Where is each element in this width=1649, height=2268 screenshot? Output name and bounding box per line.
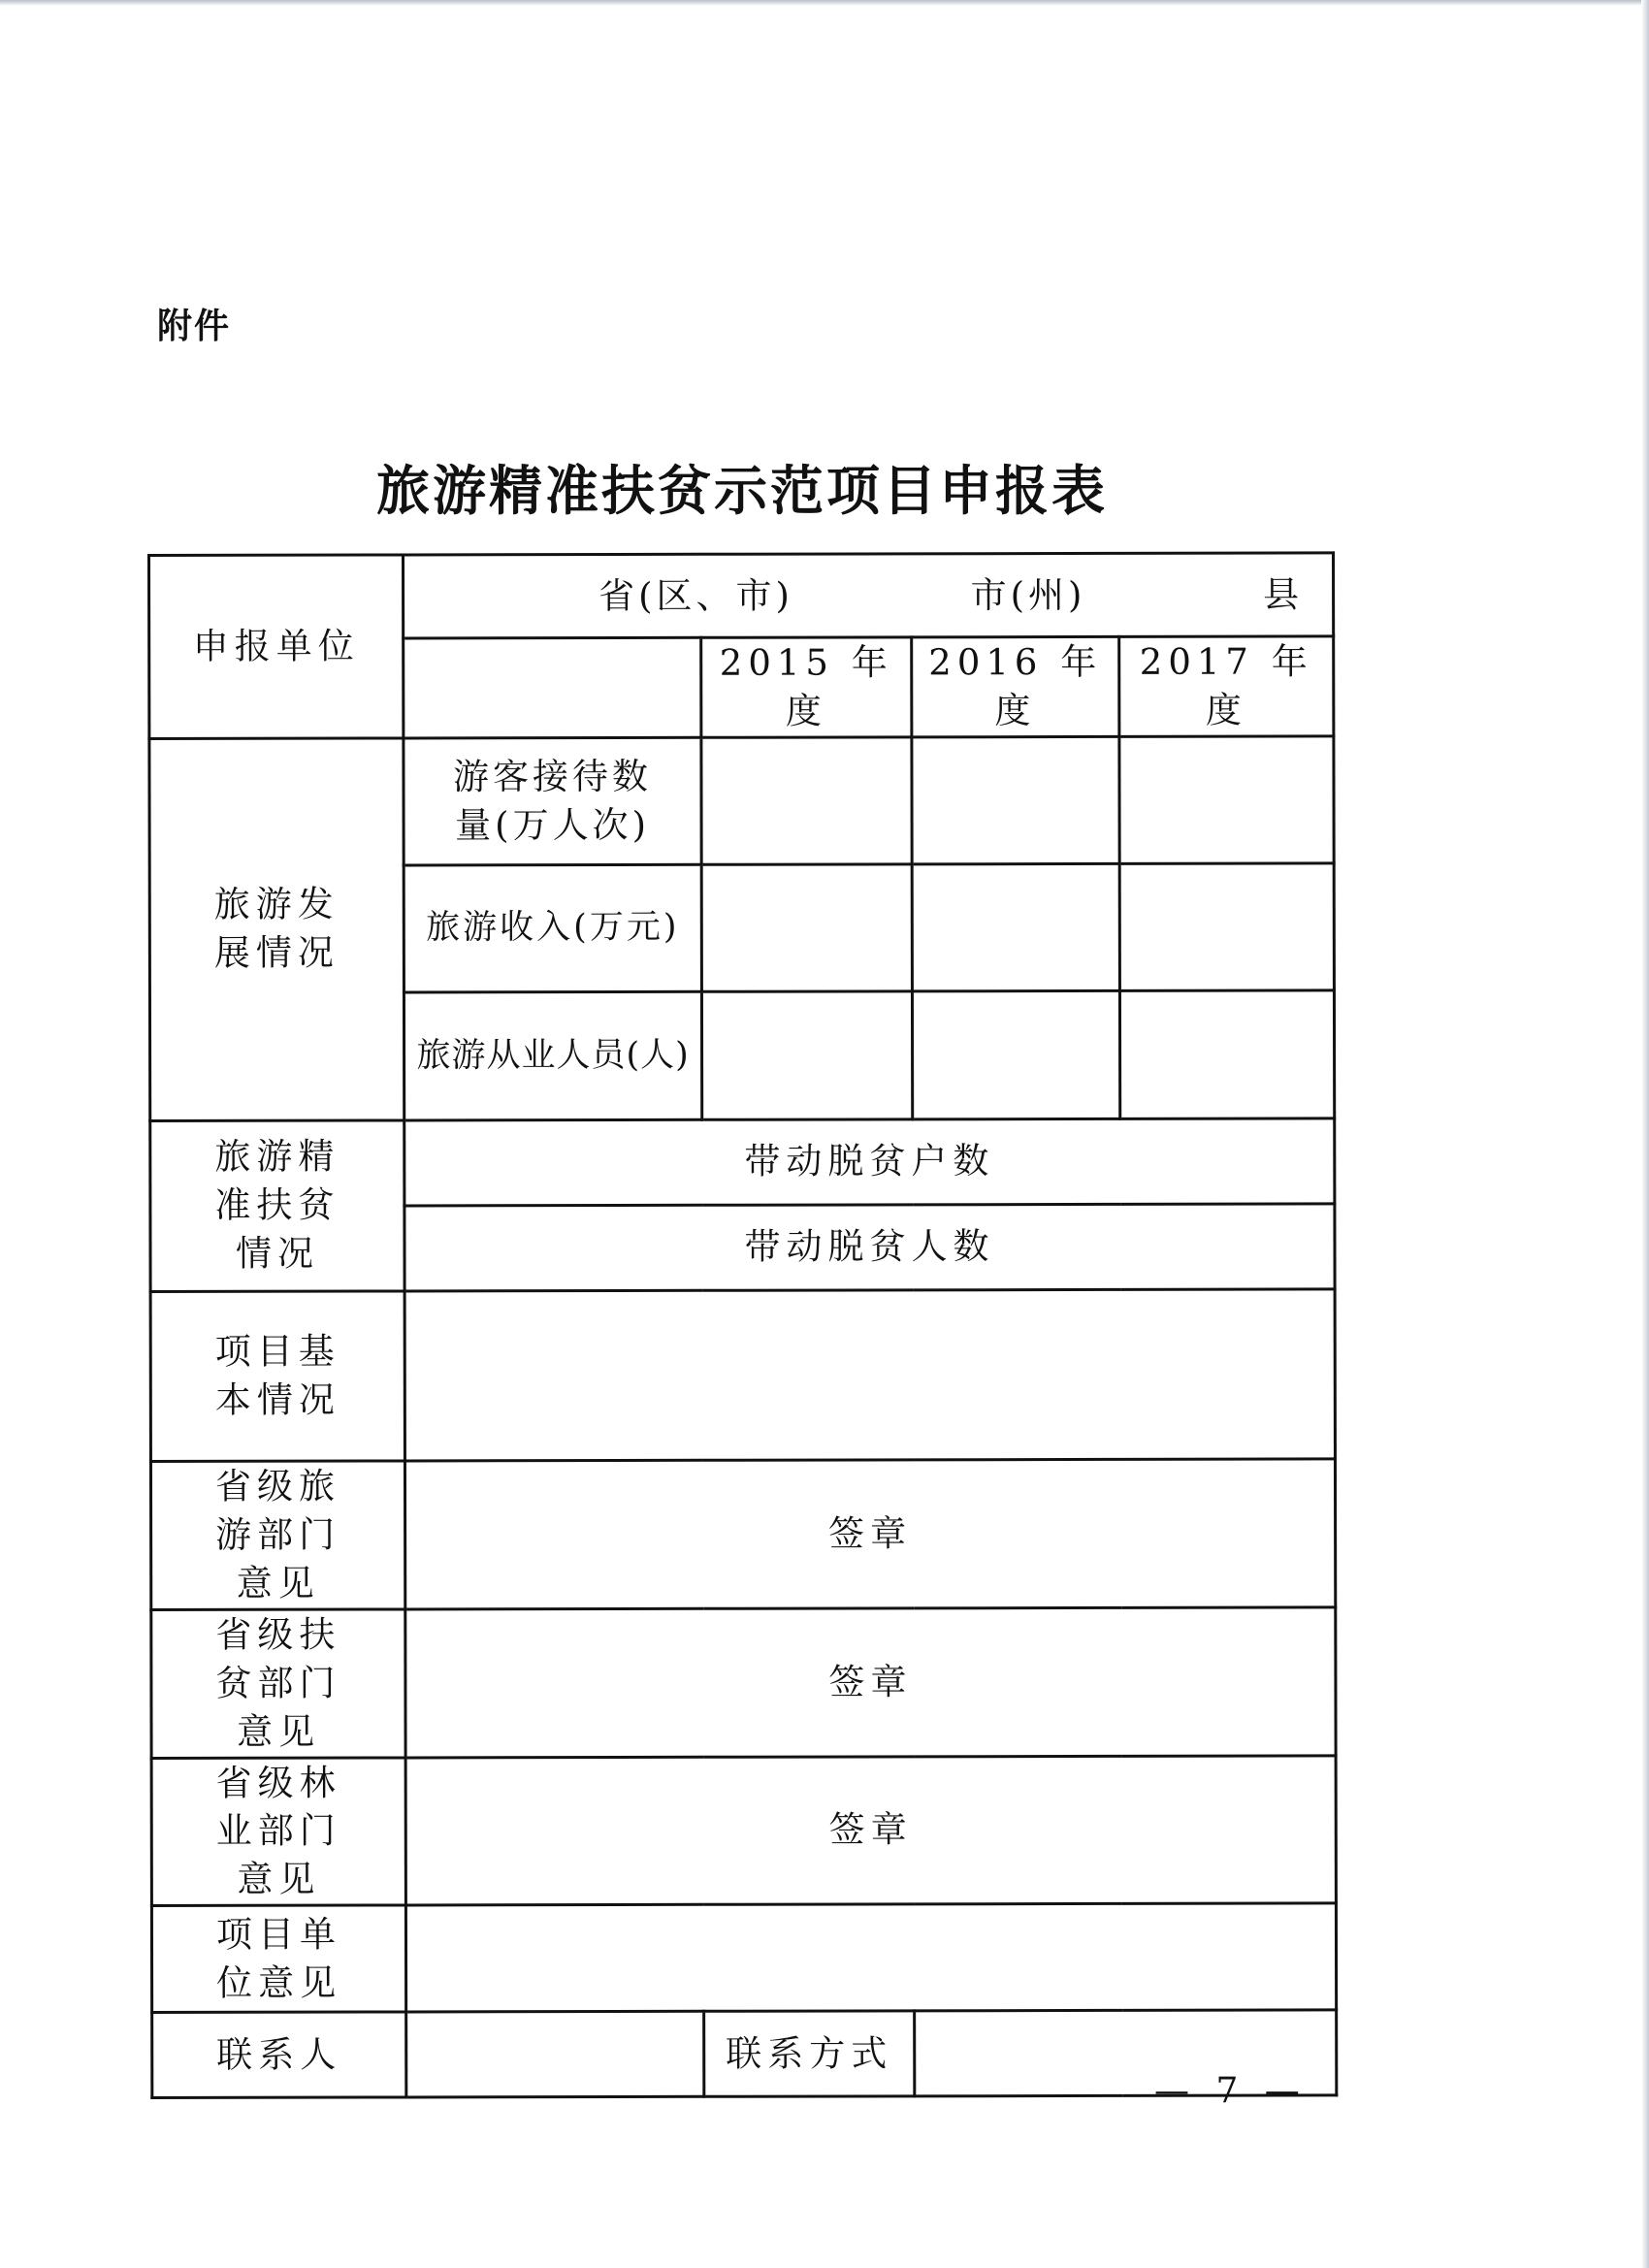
tourism-dept-signature-field[interactable]: 签章 bbox=[404, 1459, 1335, 1609]
poverty-dept-signature-field[interactable]: 签章 bbox=[405, 1607, 1336, 1758]
tourism-income-2015-cell[interactable] bbox=[701, 864, 912, 991]
households-lifted-field[interactable]: 带动脱贫户数 bbox=[404, 1118, 1335, 1206]
city-label: 市(州) bbox=[970, 573, 1086, 616]
project-unit-opinion-label bbox=[151, 1905, 405, 2013]
tourism-income-2016-cell[interactable] bbox=[912, 863, 1119, 990]
year-header-2016: 2016 年度 bbox=[912, 636, 1119, 736]
poverty-alleviation-text: 旅游精准扶贫情况 bbox=[214, 1136, 340, 1276]
year-header-2017: 2017 年度 bbox=[1119, 636, 1334, 736]
forestry-dept-signature-field[interactable]: 签章 bbox=[405, 1755, 1336, 1905]
visitor-count-text: 游客接待数量(万人次) bbox=[452, 755, 653, 847]
project-unit-opinion-text: 项目单位意见 bbox=[215, 1913, 342, 2004]
visitor-count-label bbox=[404, 737, 701, 865]
applicant-unit-location[interactable] bbox=[404, 553, 1334, 638]
project-unit-opinion-field[interactable] bbox=[405, 1903, 1336, 2012]
tourism-development-label bbox=[149, 738, 404, 1121]
forestry-dept-opinion-text: 省级林业部门意见 bbox=[215, 1762, 341, 1901]
page-number: — 7 — bbox=[1154, 2071, 1308, 2111]
scan-top-edge bbox=[0, 0, 1649, 6]
poverty-alleviation-label bbox=[150, 1120, 404, 1292]
form-title: 旅游精准扶贫示范项目申报表 bbox=[375, 459, 1108, 522]
project-basics-field[interactable] bbox=[404, 1289, 1335, 1461]
year-header-blank bbox=[404, 637, 701, 738]
tourism-employees-2016-cell[interactable] bbox=[912, 990, 1119, 1118]
tourism-development-text: 旅游发展情况 bbox=[213, 884, 340, 975]
poverty-dept-opinion-label bbox=[151, 1609, 405, 1758]
county-label: 县 bbox=[1263, 573, 1304, 616]
poverty-dept-opinion-text: 省级扶贫部门意见 bbox=[215, 1613, 341, 1753]
scan-right-edge bbox=[1641, 0, 1649, 2268]
project-basics-label bbox=[150, 1291, 404, 1462]
visitor-count-2017-cell[interactable] bbox=[1119, 736, 1334, 863]
tourism-employees-2017-cell[interactable] bbox=[1119, 990, 1334, 1118]
year-header-2015: 2015 年度 bbox=[701, 637, 912, 737]
tourism-income-label: 旅游收入(万元) bbox=[404, 864, 701, 992]
tourism-dept-opinion-label bbox=[150, 1461, 404, 1609]
tourism-income-2017-cell[interactable] bbox=[1119, 863, 1334, 990]
province-label: 省(区、市) bbox=[598, 574, 794, 617]
contact-method-label: 联系方式 bbox=[704, 2011, 915, 2096]
application-form-table bbox=[147, 551, 1338, 2099]
visitor-count-2015-cell[interactable] bbox=[701, 737, 912, 864]
applicant-unit-label: 申报单位 bbox=[149, 555, 404, 738]
tourism-dept-opinion-text: 省级旅游部门意见 bbox=[214, 1465, 341, 1604]
persons-lifted-field[interactable]: 带动脱贫人数 bbox=[404, 1204, 1335, 1291]
contact-person-field[interactable] bbox=[406, 2012, 704, 2098]
tourism-employees-2015-cell[interactable] bbox=[701, 991, 912, 1119]
project-basics-text: 项目基本情况 bbox=[214, 1330, 340, 1421]
forestry-dept-opinion-label bbox=[151, 1757, 405, 1905]
contact-person-label: 联系人 bbox=[152, 2012, 406, 2098]
tourism-employees-label: 旅游从业人员(人) bbox=[404, 991, 701, 1120]
visitor-count-2016-cell[interactable] bbox=[912, 736, 1119, 863]
attachment-label: 附件 bbox=[157, 307, 232, 346]
